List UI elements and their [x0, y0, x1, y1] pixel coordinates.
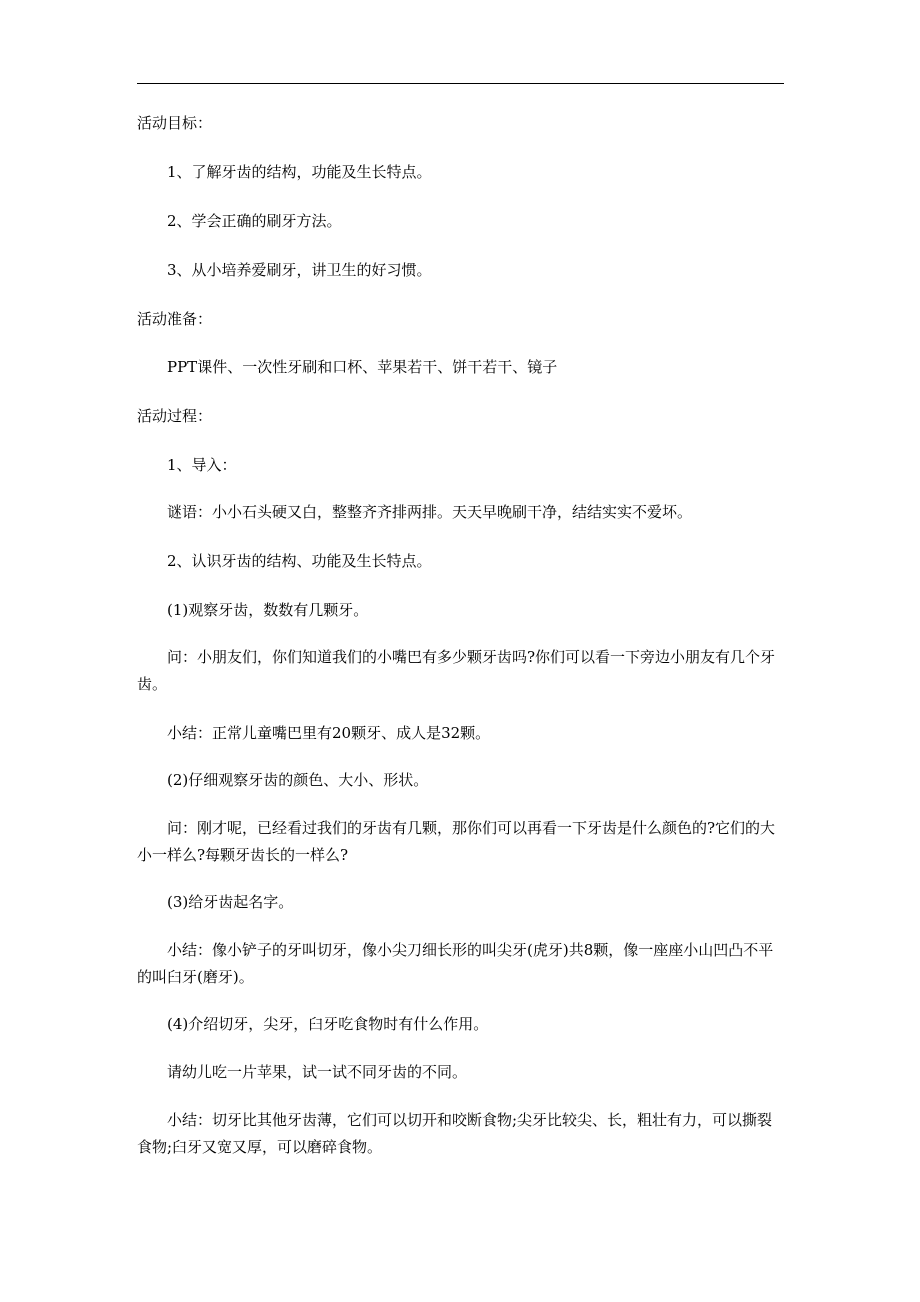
question-2: 问：刚才呢，已经看过我们的牙齿有几颗，那你们可以再看一下牙齿是什么颜色的?它们的大小一样么?每颗牙齿长的一样么? [137, 819, 776, 864]
goal-item-3: 3、从小培养爱刷牙，讲卫生的好习惯。 [167, 261, 432, 279]
substep-2: (2)仔细观察牙齿的颜色、大小、形状。 [167, 771, 429, 789]
goal-item-2: 2、学会正确的刷牙方法。 [167, 212, 342, 230]
goal-item-1: 1、了解牙齿的结构，功能及生长特点。 [167, 163, 432, 181]
process-step-1: 1、导入： [167, 456, 237, 474]
substep-4: (4)介绍切牙，尖牙，臼牙吃食物时有什么作用。 [167, 1015, 489, 1033]
substep-1: (1)观察牙齿，数数有几颗牙。 [167, 601, 369, 619]
heading-process: 活动过程： [137, 407, 213, 425]
substep-3: (3)给牙齿起名字。 [167, 893, 294, 911]
summary-2: 小结：像小铲子的牙叫切牙，像小尖刀细长形的叫尖牙(虎牙)共8颗，像一座座小山凹凸不平的叫臼牙(磨牙)。 [137, 941, 774, 986]
instruction-apple: 请幼儿吃一片苹果，试一试不同牙齿的不同。 [167, 1063, 468, 1081]
preparation-list: PPT课件、一次性牙刷和口杯、苹果若干、饼干若干、镜子 [167, 358, 558, 376]
heading-preparation: 活动准备： [137, 310, 213, 328]
question-1: 问：小朋友们，你们知道我们的小嘴巴有多少颗牙齿吗?你们可以看一下旁边小朋友有几个牙齿。 [137, 648, 776, 693]
process-step-2: 2、认识牙齿的结构、功能及生长特点。 [167, 552, 432, 570]
summary-1: 小结：正常儿童嘴巴里有20颗牙、成人是32颗。 [167, 724, 491, 742]
header-rule [137, 83, 784, 84]
heading-goals: 活动目标： [137, 114, 213, 132]
summary-3: 小结：切牙比其他牙齿薄，它们可以切开和咬断食物;尖牙比较尖、长，粗壮有力，可以撕裂食物;臼牙又宽又厚，可以磨碎食物。 [137, 1111, 773, 1156]
riddle-paragraph: 谜语：小小石头硬又白，整整齐齐排两排。天天早晚刷干净，结结实实不爱坏。 [167, 503, 693, 521]
